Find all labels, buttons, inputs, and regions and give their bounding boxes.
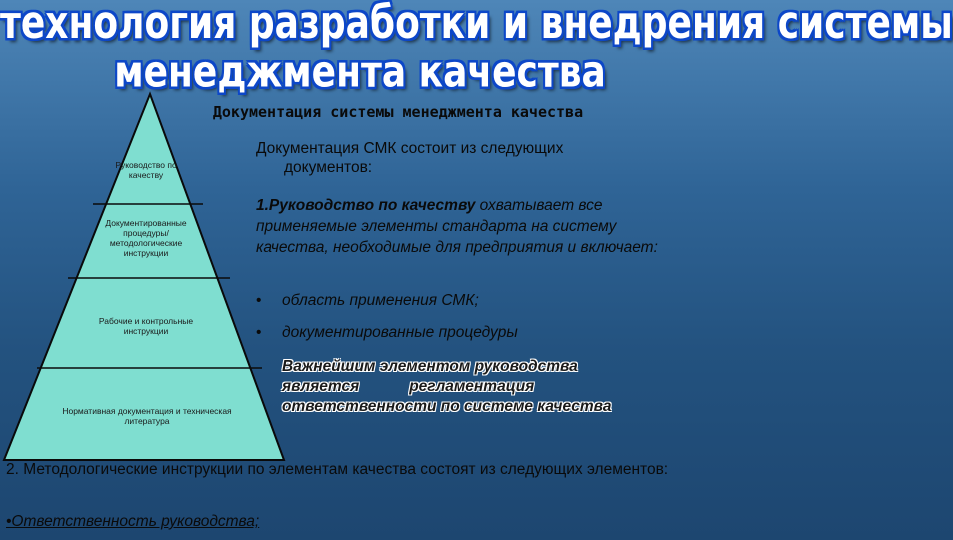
- intro-line-1: Документация СМК состоит из следующих: [256, 140, 564, 157]
- intro-line-2: документов:: [284, 159, 373, 176]
- bullet-dot: •: [256, 292, 262, 309]
- emphasis-note: [282, 357, 702, 417]
- item-quality-manual: [256, 195, 686, 258]
- emphasis-line-1: Важнейшим элементом руководства: [282, 358, 578, 375]
- pyramid-level-quality-manual: Руководство по качеству: [115, 160, 177, 180]
- pyramid-level-procedures: Документированные процедуры/ методологические инструкции: [105, 218, 187, 258]
- emphasis-word-regulation: регламентация: [409, 378, 535, 395]
- methodology-text: 2. Методологические инструкции по элементам качества состоят из следующих элементов:: [6, 461, 669, 478]
- bullet-procedures-text: документированные процедуры: [282, 324, 518, 341]
- emphasis-line-3: ответственности по системе качества: [282, 398, 612, 415]
- pyramid-level-work-instructions: Рабочие и контрольные инструкции: [98, 316, 194, 336]
- bullet-procedures: [256, 324, 518, 342]
- pyramid-level-normative-docs: Нормативная документация и техническая литература: [62, 406, 232, 426]
- slide-title-line-1: технология разработки и внедрения системы: [0, 0, 953, 50]
- documentation-heading: Документация системы менеджмента качества: [212, 103, 584, 121]
- bullet-dot: •: [256, 324, 262, 341]
- methodology-first-element: •Ответственность руководства;: [6, 513, 260, 530]
- bullet-scope: [256, 292, 479, 310]
- emphasis-line-2: [282, 377, 702, 397]
- item-quality-manual-lead: 1.Руководство по качеству: [256, 197, 476, 214]
- bullet-scope-text: область применения СМК;: [282, 292, 479, 309]
- emphasis-word-is: является: [282, 378, 360, 395]
- item-quality-manual-text: охватывает все применяемые элементы стандарта на систему качества, необходимые для предприятия и включает:: [256, 197, 658, 256]
- slide-title-line-2: менеджмента качества: [114, 48, 606, 98]
- documentation-intro: [256, 139, 636, 177]
- documentation-pyramid: [0, 92, 290, 469]
